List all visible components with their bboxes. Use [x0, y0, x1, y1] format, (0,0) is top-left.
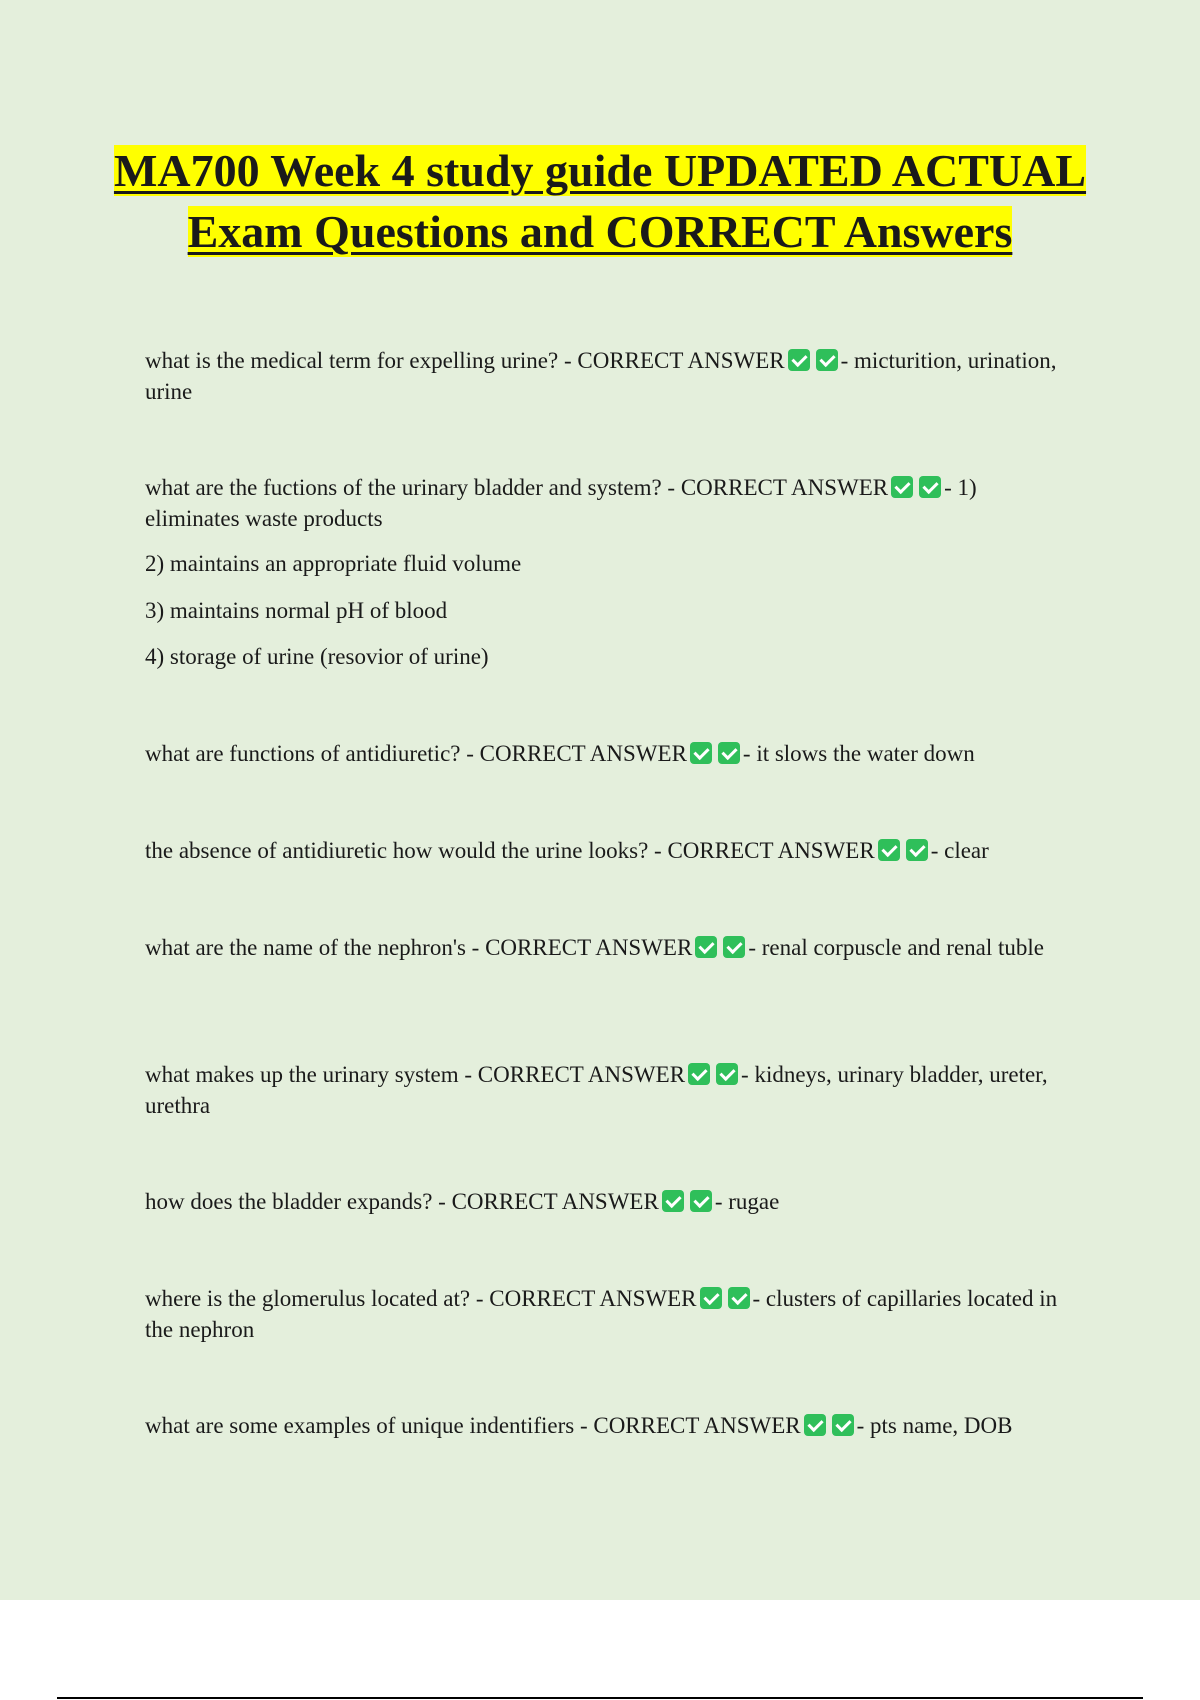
- question-text: what are the fuctions of the urinary bladder and system? -: [145, 475, 676, 500]
- qa-item-6: [145, 1059, 1075, 1121]
- answer-list-item: 2) maintains an appropriate fluid volume: [145, 551, 522, 576]
- question-text: what are some examples of unique indentifiers -: [145, 1413, 588, 1438]
- correct-answer-label: CORRECT ANSWER: [667, 838, 875, 863]
- correct-answer-label: CORRECT ANSWER: [477, 1062, 686, 1087]
- qa-item-8: [145, 1283, 1075, 1345]
- correct-answer-label: CORRECT ANSWER: [593, 1413, 801, 1438]
- check-square-icon: [690, 742, 712, 764]
- answer-text: - micturition, urination, urine: [145, 348, 1057, 404]
- qa-item-5: [145, 932, 1075, 963]
- answer-text: - rugae: [714, 1189, 780, 1214]
- title-text: MA700 Week 4 study guide UPDATED ACTUAL Exam Questions and CORRECT Answers: [113, 145, 1087, 257]
- qa-item-2: [145, 472, 1075, 534]
- check-square-icon: [688, 1063, 710, 1085]
- check-square-icon: [718, 742, 740, 764]
- check-square-icon: [804, 1414, 826, 1436]
- question-text: what makes up the urinary system -: [145, 1062, 473, 1087]
- check-square-icon: [690, 1190, 712, 1212]
- answer-list-item: 3) maintains normal pH of blood: [145, 598, 448, 623]
- qa-item-1: [145, 345, 1075, 407]
- qa-item-3: [145, 738, 1075, 769]
- check-square-icon: [788, 349, 810, 371]
- correct-answer-label: CORRECT ANSWER: [479, 741, 687, 766]
- answer-text: - pts name, DOB: [856, 1413, 1013, 1438]
- correct-answer-label: CORRECT ANSWER: [451, 1189, 659, 1214]
- question-text: how does the bladder expands? -: [145, 1189, 446, 1214]
- check-square-icon: [919, 476, 941, 498]
- question-text: what are functions of antidiuretic? -: [145, 741, 474, 766]
- check-square-icon: [716, 1063, 738, 1085]
- check-square-icon: [662, 1190, 684, 1212]
- qa-item-9: [145, 1410, 1075, 1441]
- question-text: where is the glomerulus located at? -: [145, 1286, 484, 1311]
- check-square-icon: [723, 936, 745, 958]
- check-square-icon: [728, 1287, 750, 1309]
- check-square-icon: [906, 839, 928, 861]
- check-square-icon: [816, 349, 838, 371]
- correct-answer-label: CORRECT ANSWER: [489, 1286, 697, 1311]
- question-text: the absence of antidiuretic how would the urine looks? -: [145, 838, 662, 863]
- answer-text: - renal corpuscle and renal tuble: [748, 935, 1044, 960]
- check-square-icon: [891, 476, 913, 498]
- check-square-icon: [695, 936, 717, 958]
- bottom-divider: [57, 1697, 1143, 1699]
- correct-answer-label: CORRECT ANSWER: [577, 348, 785, 373]
- correct-answer-label: CORRECT ANSWER: [485, 935, 693, 960]
- answer-list-item: 4) storage of urine (resovior of urine): [145, 644, 489, 669]
- correct-answer-label: CORRECT ANSWER: [680, 475, 889, 500]
- answer-text: - 1) eliminates waste products: [145, 475, 977, 531]
- answer-text: - it slows the water down: [742, 741, 975, 766]
- check-square-icon: [700, 1287, 722, 1309]
- qa-item-7: [145, 1186, 1075, 1217]
- answer-text: - clear: [930, 838, 989, 863]
- page-title: [100, 140, 1100, 262]
- question-text: what are the name of the nephron's -: [145, 935, 480, 960]
- answer-text: - kidneys, urinary bladder, ureter, urethra: [145, 1062, 1048, 1118]
- check-square-icon: [832, 1414, 854, 1436]
- check-square-icon: [878, 839, 900, 861]
- answer-text: - clusters of capillaries located in the nephron: [145, 1286, 1058, 1342]
- qa-item-4: [145, 835, 1075, 866]
- question-text: what is the medical term for expelling urine? -: [145, 348, 572, 373]
